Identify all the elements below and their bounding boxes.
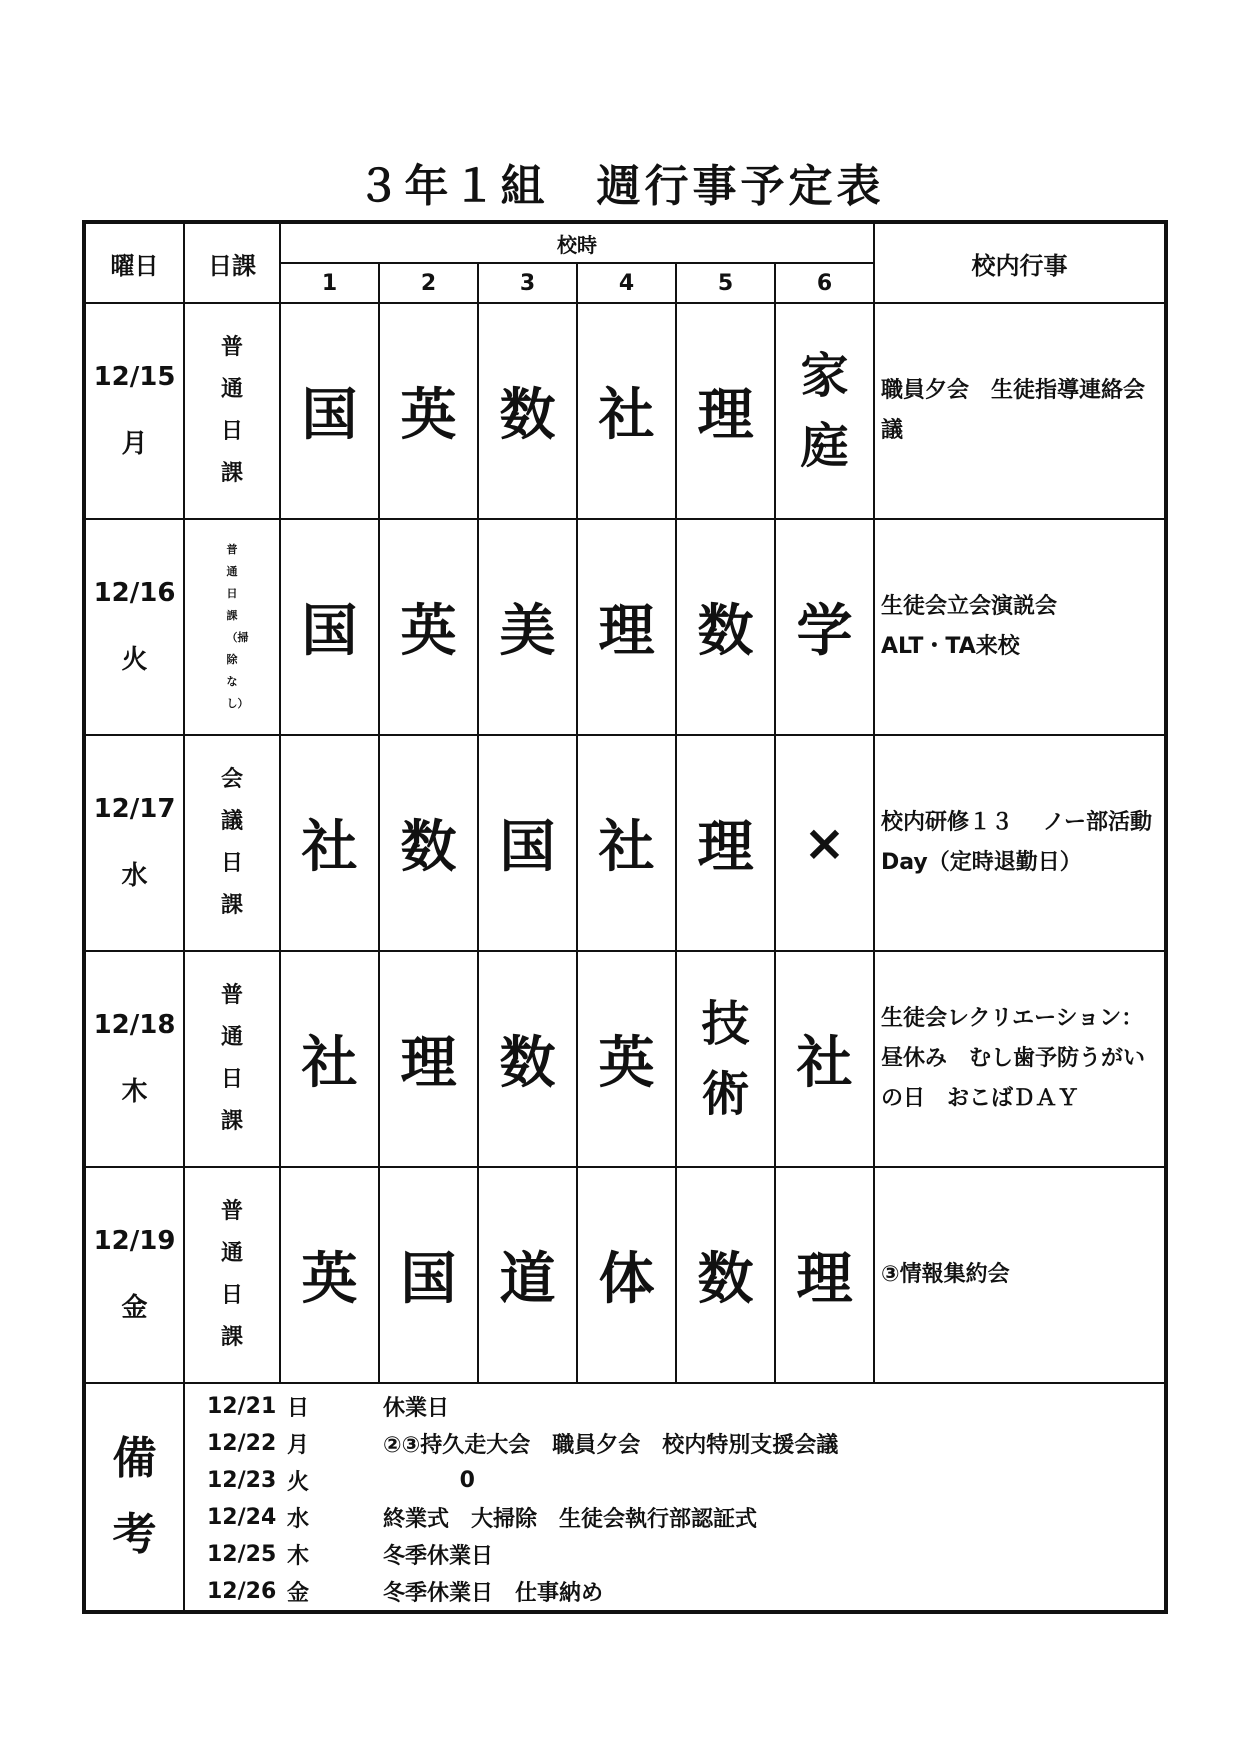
notes-row bbox=[84, 1383, 1166, 1612]
note-item bbox=[207, 1536, 1164, 1573]
date-cell bbox=[84, 519, 184, 735]
header-day: 曜日 bbox=[84, 222, 184, 303]
subject-cell: 社 bbox=[577, 303, 676, 519]
note-weekday: 火 bbox=[287, 1470, 310, 1495]
date: 12/18 bbox=[93, 1009, 176, 1040]
events-cell: 職員夕会 生徒指導連絡会議 bbox=[874, 303, 1166, 519]
subject-cell: 道 bbox=[478, 1167, 577, 1383]
subject-cell bbox=[775, 303, 874, 519]
day-row bbox=[84, 951, 1166, 1167]
kind-cell bbox=[184, 1167, 280, 1383]
events-cell: 校内研修１３ ノー部活動Day（定時退勤日） bbox=[874, 735, 1166, 951]
subject-cell: 理 bbox=[676, 303, 775, 519]
events-cell: 生徒会レクリエーション：昼休み むし歯予防うがいの日 おこばＤＡＹ bbox=[874, 951, 1166, 1167]
note-item bbox=[207, 1425, 1164, 1462]
kind-cell bbox=[184, 519, 280, 735]
day-kind: 普通日課 bbox=[221, 1199, 244, 1350]
kind-cell bbox=[184, 303, 280, 519]
date-cell bbox=[84, 303, 184, 519]
day-row bbox=[84, 1167, 1166, 1383]
note-weekday: 日 bbox=[287, 1396, 310, 1421]
subject-cell: 数 bbox=[478, 303, 577, 519]
subject-cell bbox=[676, 951, 775, 1167]
date-cell bbox=[84, 951, 184, 1167]
subject-cell: 英 bbox=[577, 951, 676, 1167]
subject-cell: 国 bbox=[379, 1167, 478, 1383]
note-text: 終業式 大掃除 生徒会執行部認証式 bbox=[383, 1507, 758, 1532]
subject-cell: 国 bbox=[280, 303, 379, 519]
date-cell bbox=[84, 735, 184, 951]
subject-cell: 社 bbox=[280, 735, 379, 951]
subject-cell: 体 bbox=[577, 1167, 676, 1383]
subject-text: 技術 bbox=[701, 996, 750, 1122]
note-date: 12/25 bbox=[207, 1542, 277, 1567]
period-number: 6 bbox=[775, 263, 874, 303]
subject-cell: 社 bbox=[280, 951, 379, 1167]
day-row bbox=[84, 735, 1166, 951]
subject-cell: × bbox=[775, 735, 874, 951]
period-number: 5 bbox=[676, 263, 775, 303]
subject-cell: 英 bbox=[379, 303, 478, 519]
header-periods: 校時 bbox=[280, 222, 874, 263]
events-cell: ③情報集約会 bbox=[874, 1167, 1166, 1383]
note-weekday: 金 bbox=[287, 1581, 310, 1606]
subject-cell: 英 bbox=[379, 519, 478, 735]
note-item bbox=[207, 1388, 1164, 1425]
period-number: 3 bbox=[478, 263, 577, 303]
subject-cell: 数 bbox=[379, 735, 478, 951]
subject-cell: 理 bbox=[775, 1167, 874, 1383]
kind-cell bbox=[184, 951, 280, 1167]
weekday: 木 bbox=[121, 1077, 148, 1107]
notes-list bbox=[184, 1383, 1166, 1612]
note-date: 12/21 bbox=[207, 1394, 277, 1419]
page-title: ３年１組 週行事予定表 bbox=[356, 161, 885, 212]
note-weekday: 月 bbox=[287, 1433, 310, 1458]
day-kind: 普通日課（掃除なし） bbox=[226, 543, 249, 710]
date: 12/17 bbox=[93, 793, 176, 824]
note-date: 12/26 bbox=[207, 1579, 277, 1604]
weekday: 金 bbox=[121, 1293, 148, 1323]
weekday: 水 bbox=[121, 861, 148, 891]
subject-cell: 学 bbox=[775, 519, 874, 735]
note-text: 冬季休業日 仕事納め bbox=[383, 1581, 604, 1606]
subject-cell: 数 bbox=[676, 1167, 775, 1383]
note-item bbox=[207, 1499, 1164, 1536]
note-text: ②③持久走大会 職員夕会 校内特別支援会議 bbox=[383, 1433, 839, 1458]
period-number: 2 bbox=[379, 263, 478, 303]
date: 12/19 bbox=[93, 1225, 176, 1256]
day-kind: 会議日課 bbox=[221, 767, 244, 918]
day-kind: 普通日課 bbox=[221, 983, 244, 1134]
period-number: 4 bbox=[577, 263, 676, 303]
weekday: 火 bbox=[121, 645, 148, 675]
note-weekday: 水 bbox=[287, 1507, 310, 1532]
note-text: 0 bbox=[383, 1468, 475, 1493]
period-number: 1 bbox=[280, 263, 379, 303]
events-cell: 生徒会立会演説会 ALT・TA来校 bbox=[874, 519, 1166, 735]
subject-cell: 理 bbox=[676, 735, 775, 951]
subject-cell: 国 bbox=[478, 735, 577, 951]
note-date: 12/24 bbox=[207, 1505, 277, 1530]
subject-cell: 社 bbox=[577, 735, 676, 951]
header-kind: 日課 bbox=[184, 222, 280, 303]
note-item bbox=[207, 1462, 1164, 1499]
subject-cell: 理 bbox=[379, 951, 478, 1167]
note-text: 休業日 bbox=[383, 1396, 450, 1421]
day-row bbox=[84, 519, 1166, 735]
weekday: 月 bbox=[121, 429, 148, 459]
subject-cell: 国 bbox=[280, 519, 379, 735]
header-events: 校内行事 bbox=[874, 222, 1166, 303]
subject-cell: 英 bbox=[280, 1167, 379, 1383]
subject-cell: 美 bbox=[478, 519, 577, 735]
subject-cell: 社 bbox=[775, 951, 874, 1167]
note-weekday: 木 bbox=[287, 1544, 310, 1569]
day-kind: 普通日課 bbox=[221, 335, 244, 486]
date: 12/16 bbox=[93, 577, 176, 608]
day-row bbox=[84, 303, 1166, 519]
notes-label: 備考 bbox=[112, 1433, 157, 1560]
notes-label-cell bbox=[84, 1383, 184, 1612]
date: 12/15 bbox=[93, 361, 176, 392]
schedule-table bbox=[82, 220, 1168, 1614]
kind-cell bbox=[184, 735, 280, 951]
note-item bbox=[207, 1573, 1164, 1610]
subject-cell: 理 bbox=[577, 519, 676, 735]
subject-cell: 数 bbox=[478, 951, 577, 1167]
note-date: 12/22 bbox=[207, 1431, 277, 1456]
subject-text: 家庭 bbox=[800, 348, 849, 474]
date-cell bbox=[84, 1167, 184, 1383]
subject-cell: 数 bbox=[676, 519, 775, 735]
note-date: 12/23 bbox=[207, 1468, 277, 1493]
note-text: 冬季休業日 bbox=[383, 1544, 494, 1569]
